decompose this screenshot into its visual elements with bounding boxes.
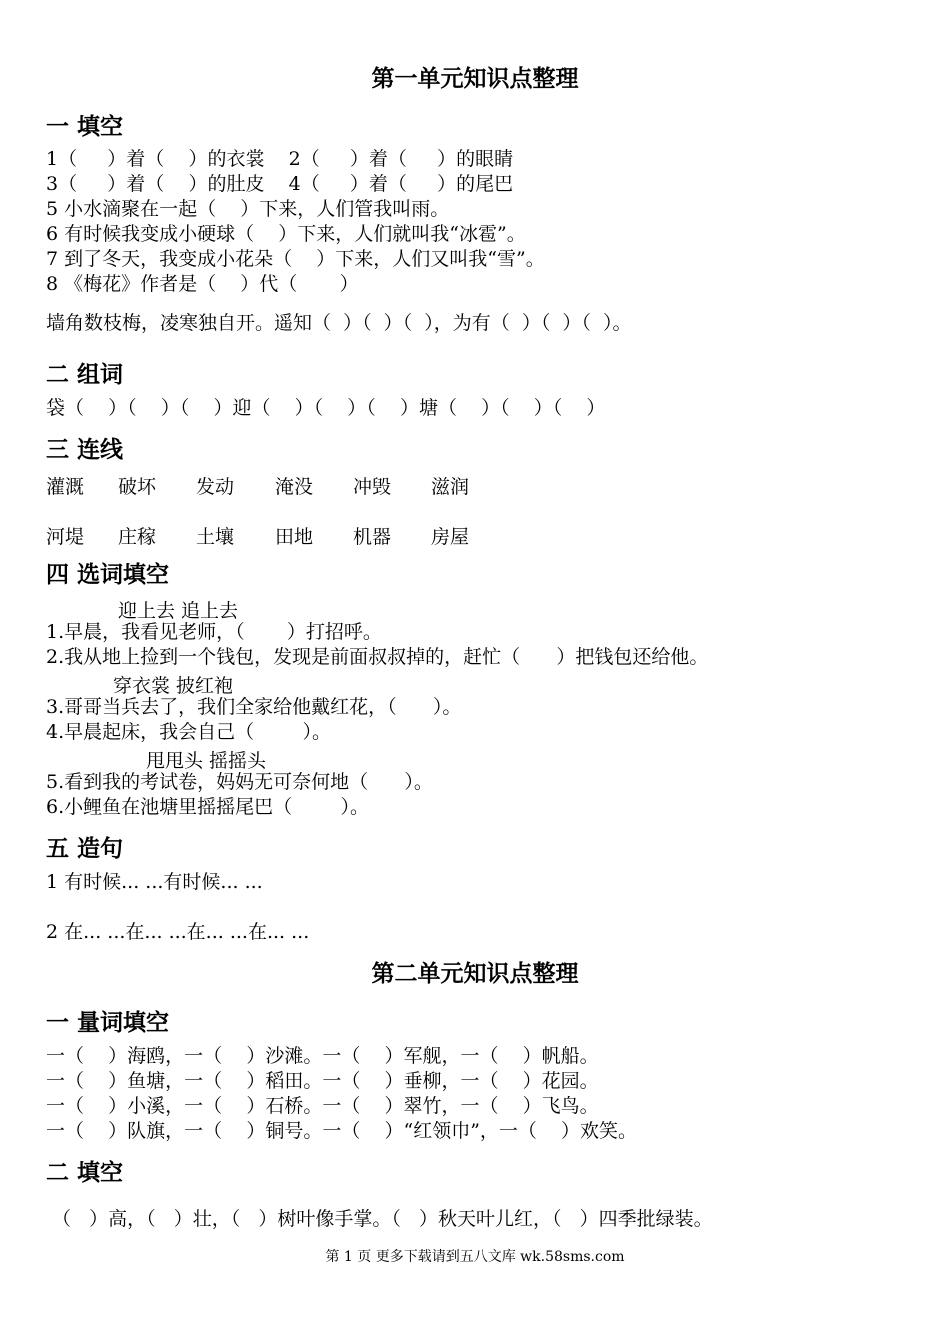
fill-line-1: 1（ ）着（ ）的衣裳 2（ ）着（ ）的眼睛 bbox=[46, 148, 514, 170]
sentence-prompt-1: 1 有时候... ...有时候... ... bbox=[46, 871, 263, 893]
match-word: 田地 bbox=[275, 526, 314, 548]
match-word: 发动 bbox=[196, 476, 235, 498]
match-word: 灌溉 bbox=[46, 476, 85, 498]
match-word: 滋润 bbox=[431, 476, 470, 498]
choice-question-1: 1.早晨，我看见老师，（ ）打招呼。 bbox=[46, 621, 382, 643]
match-word: 土壤 bbox=[196, 526, 235, 548]
match-word: 机器 bbox=[353, 526, 392, 548]
fill-blank-line: （ ）高，（ ）壮，（ ）树叶像手掌。（ ）秋天叶儿红，（ ）四季批绿装。 bbox=[52, 1208, 713, 1230]
unit2-title: 第二单元知识点整理 bbox=[371, 961, 579, 987]
word-group-line: 袋（ ）（ ）（ ）迎（ ）（ ）（ ）塘（ ）（ ）（ ） bbox=[46, 397, 606, 419]
match-word: 淹没 bbox=[275, 476, 314, 498]
unit1-section3-heading: 三 连线 bbox=[46, 437, 124, 463]
measure-word-line-4: 一（ ）队旗，一（ ）铜号。一（ ）“红领巾”，一（ ）欢笑。 bbox=[46, 1120, 638, 1142]
fill-line-4: 6 有时候我变成小硬球（ ）下来，人们就叫我“冰雹”。 bbox=[46, 223, 526, 245]
sentence-prompt-2: 2 在... ...在... ...在... ...在... ... bbox=[46, 921, 310, 943]
match-word: 破坏 bbox=[118, 476, 157, 498]
match-word: 河堤 bbox=[46, 526, 85, 548]
unit1-section1-heading: 一 填空 bbox=[46, 114, 124, 140]
fill-line-5: 7 到了冬天，我变成小花朵（ ）下来，人们又叫我“雪”。 bbox=[46, 248, 545, 270]
measure-word-line-2: 一（ ）鱼塘，一（ ）稻田。一（ ）垂柳，一（ ）花园。 bbox=[46, 1070, 599, 1092]
choice-question-3: 3.哥哥当兵去了，我们全家给他戴红花，（ ）。 bbox=[46, 696, 462, 718]
unit1-section2-heading: 二 组词 bbox=[46, 362, 124, 388]
choice-question-2: 2.我从地上捡到一个钱包，发现是前面叔叔掉的，赶忙（ ）把钱包还给他。 bbox=[46, 646, 709, 668]
unit1-section5-heading: 五 造句 bbox=[46, 836, 124, 862]
unit2-section1-heading: 一 量词填空 bbox=[46, 1010, 170, 1036]
word-options: 穿衣裳 披红袍 bbox=[113, 675, 234, 697]
poem-line: 墙角数枝梅，凌寒独自开。遥知（ ）（ ）（ ），为有（ ）（ ）（ ）。 bbox=[46, 312, 632, 334]
unit1-section4-heading: 四 选词填空 bbox=[46, 562, 170, 588]
match-word: 冲毁 bbox=[353, 476, 392, 498]
word-options: 甩甩头 摇摇头 bbox=[146, 750, 267, 772]
word-options: 迎上去 追上去 bbox=[118, 600, 239, 622]
fill-line-3: 5 小水滴聚在一起（ ）下来，人们管我叫雨。 bbox=[46, 198, 450, 220]
measure-word-line-1: 一（ ）海鸥，一（ ）沙滩。一（ ）军舰，一（ ）帆船。 bbox=[46, 1045, 599, 1067]
choice-question-4: 4.早晨起床，我会自己（ ）。 bbox=[46, 721, 331, 743]
measure-word-line-3: 一（ ）小溪，一（ ）石桥。一（ ）翠竹，一（ ）飞鸟。 bbox=[46, 1095, 599, 1117]
page-footer: 第 1 页 更多下载请到五八文库 wk.58sms.com bbox=[325, 1249, 625, 1265]
match-word: 房屋 bbox=[431, 526, 470, 548]
fill-line-6: 8 《梅花》作者是（ ）代（ ） bbox=[46, 273, 359, 295]
unit2-section2-heading: 二 填空 bbox=[46, 1160, 124, 1186]
choice-question-5: 5.看到我的考试卷，妈妈无可奈何地（ ）。 bbox=[46, 771, 433, 793]
choice-question-6: 6.小鲤鱼在池塘里摇摇尾巴（ ）。 bbox=[46, 796, 369, 818]
fill-line-2: 3（ ）着（ ）的肚皮 4（ ）着（ ）的尾巴 bbox=[46, 173, 514, 195]
unit1-title: 第一单元知识点整理 bbox=[371, 66, 579, 92]
match-word: 庄稼 bbox=[118, 526, 157, 548]
